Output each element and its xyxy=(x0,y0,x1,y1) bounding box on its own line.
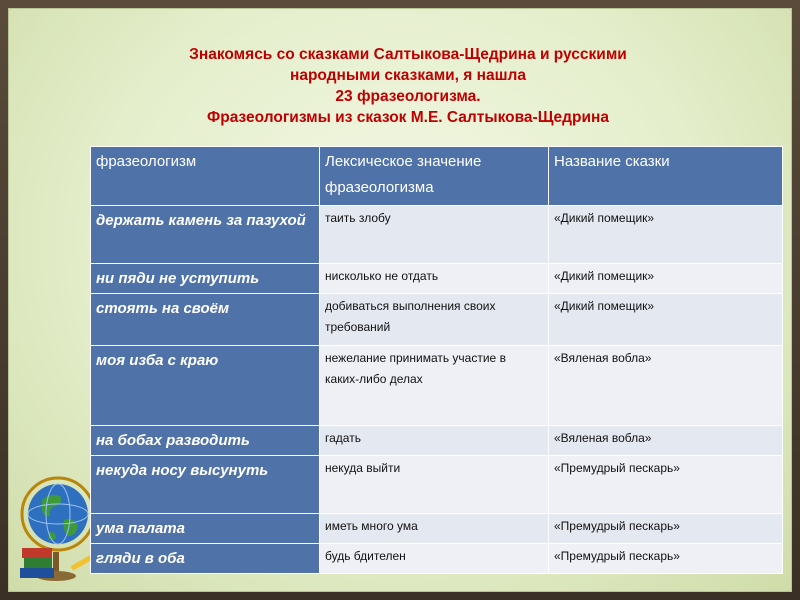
meaning-cell: добиваться выполнения своих требований xyxy=(320,294,549,346)
header-tale: Название сказки xyxy=(549,147,783,206)
phrase-cell: гляди в оба xyxy=(91,544,320,574)
slide xyxy=(8,8,792,592)
tale-cell: «Дикий помещик» xyxy=(549,206,783,264)
globe-books-icon xyxy=(20,456,98,586)
phrase-cell: ума палата xyxy=(91,514,320,544)
table-row xyxy=(91,544,783,574)
table-row xyxy=(91,426,783,456)
table-row xyxy=(91,264,783,294)
phrase-cell: на бобах разводить xyxy=(91,426,320,456)
phrase-cell: ни пяди не уступить xyxy=(91,264,320,294)
phrase-cell: моя изба с краю xyxy=(91,346,320,426)
meaning-cell: нисколько не отдать xyxy=(320,264,549,294)
meaning-cell: гадать xyxy=(320,426,549,456)
table-header-row xyxy=(91,147,783,206)
table-row xyxy=(91,456,783,514)
table-row xyxy=(91,346,783,426)
heading-line-4: Фразеологизмы из сказок М.Е. Салтыкова-Щедрина xyxy=(207,109,609,126)
tale-cell: «Премудрый пескарь» xyxy=(549,456,783,514)
tale-cell: «Премудрый пескарь» xyxy=(549,544,783,574)
phraseology-table xyxy=(90,146,783,574)
table-row xyxy=(91,514,783,544)
phrase-cell: некуда носу высунуть xyxy=(91,456,320,514)
table-row xyxy=(91,294,783,346)
table-row xyxy=(91,206,783,264)
meaning-cell: таить злобу xyxy=(320,206,549,264)
meaning-cell: некуда выйти xyxy=(320,456,549,514)
tale-cell: «Вяленая вобла» xyxy=(549,426,783,456)
slide-heading xyxy=(68,44,748,128)
tale-cell: «Премудрый пескарь» xyxy=(549,514,783,544)
heading-line-2: народными сказками, я нашла xyxy=(289,67,527,84)
header-phrase: фразеологизм xyxy=(91,147,320,206)
heading-line-3: 23 фразеологизма. xyxy=(335,88,481,105)
meaning-cell: нежелание принимать участие в каких-либо делах xyxy=(320,346,549,426)
heading-line-1: Знакомясь со сказками Салтыкова-Щедрина и русскими xyxy=(189,46,627,63)
header-meaning: Лексическое значение фразеологизма xyxy=(320,147,549,206)
phrase-cell: держать камень за пазухой xyxy=(91,206,320,264)
meaning-cell: иметь много ума xyxy=(320,514,549,544)
meaning-cell: будь бдителен xyxy=(320,544,549,574)
tale-cell: «Дикий помещик» xyxy=(549,264,783,294)
tale-cell: «Вяленая вобла» xyxy=(549,346,783,426)
phrase-cell: стоять на своём xyxy=(91,294,320,346)
tale-cell: «Дикий помещик» xyxy=(549,294,783,346)
